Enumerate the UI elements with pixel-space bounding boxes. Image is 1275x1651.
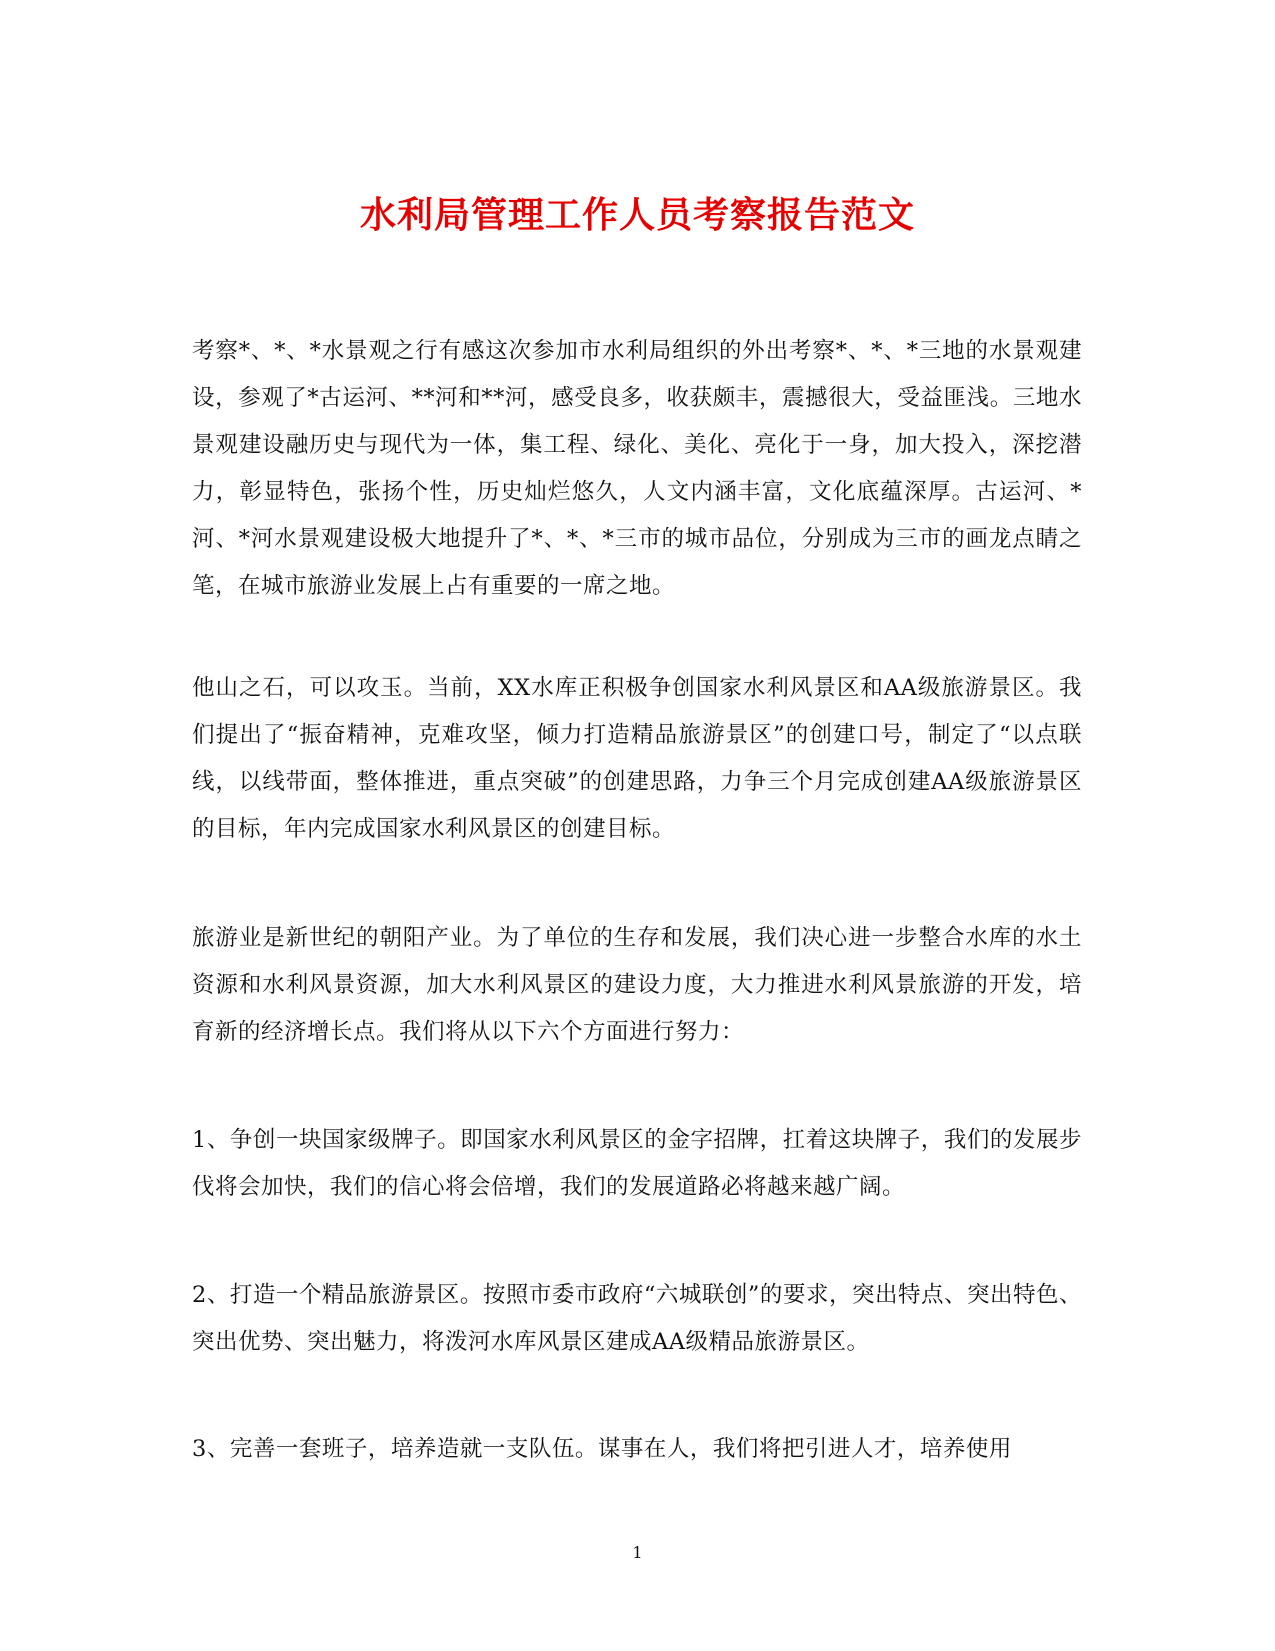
paragraph-item-2: 2、打造一个精品旅游景区。按照市委市政府“六城联创”的要求，突出特点、突出特色、突出优势、突出魅力，将泼河水库风景区建成AA级精品旅游景区。 — [192, 1282, 1082, 1355]
paragraph-goals: 他山之石，可以攻玉。当前，XX水库正积极争创国家水利风景区和AA级旅游景区。我们提出了“振奋精神，克难攻坚，倾力打造精品旅游景区”的创建口号，制定了“以点联线，以线带面，整体推进，重点突破”的创建思路，力争三个月完成创建AA级旅游景区的目标，年内完成国家水利风景区的创建目标。 — [192, 675, 1082, 842]
paragraph-intro: 考察*、*、*水景观之行有感这次参加市水利局组织的外出考察*、*、*三地的水景观建设，参观了*古运河、**河和**河，感受良多，收获颇丰，震撼很大，受益匪浅。三地水景观建设融历史与现代为一体，集工程、绿化、美化、亮化于一身，加大投入，深挖潜力，彰显特色，张扬个性，历史灿烂悠久，人文内涵丰富，文化底蕴深厚。古运河、*河、*河水景观建设极大地提升了*、*、*三市的城市品位，分别成为三市的画龙点睛之笔，在城市旅游业发展上占有重要的一席之地。 — [192, 338, 1082, 599]
paragraph-item-1: 1、争创一块国家级牌子。即国家水利风景区的金字招牌，扛着这块牌子，我们的发展步伐将会加快，我们的信心将会倍增，我们的发展道路必将越来越广阔。 — [192, 1127, 1082, 1200]
paragraph-item-3: 3、完善一套班子，培养造就一支队伍。谋事在人，我们将把引进人才，培养使用 — [192, 1436, 1012, 1462]
paragraph-tourism: 旅游业是新世纪的朝阳产业。为了单位的生存和发展，我们决心进一步整合水库的水土资源和水利风景资源，加大水利风景区的建设力度，大力推进水利风景旅游的开发，培育新的经济增长点。我们将从以下六个方面进行努力： — [192, 925, 1082, 1045]
document-title: 水利局管理工作人员考察报告范文 — [359, 194, 915, 237]
page-number: 1 — [632, 1543, 643, 1562]
